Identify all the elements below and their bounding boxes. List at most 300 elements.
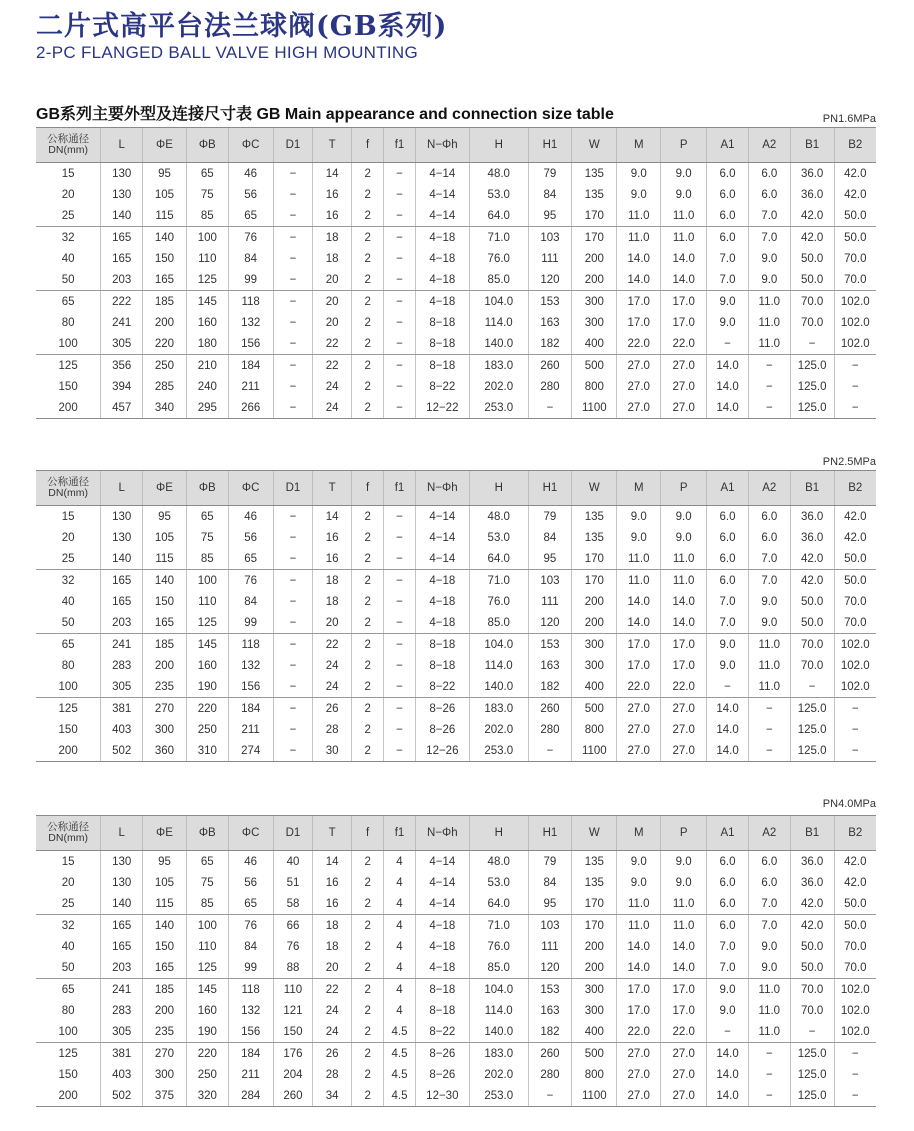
table-cell: 202.0: [470, 1064, 529, 1085]
table-cell: 36.0: [790, 184, 834, 205]
table-cell: 150: [273, 1021, 313, 1043]
table-cell: 6.0: [707, 163, 749, 185]
table-cell: 2: [351, 333, 383, 355]
table-cell: 2: [351, 719, 383, 740]
table-cell: 27.0: [661, 397, 707, 419]
column-header: ΦC: [228, 471, 273, 506]
table-cell: 85: [186, 205, 228, 227]
table-cell: 2: [351, 205, 383, 227]
table-cell: −: [790, 1021, 834, 1043]
column-header: D1: [273, 816, 313, 851]
table-cell: 70.0: [790, 634, 834, 656]
column-header: 公称通径 DN(mm): [36, 128, 101, 163]
table-cell: 7.0: [748, 227, 790, 249]
table-cell: 8−26: [415, 1064, 469, 1085]
table-cell: 28: [313, 719, 352, 740]
table-cell: 170: [572, 205, 617, 227]
table-cell: 220: [186, 698, 228, 720]
table-cell: 22: [313, 979, 352, 1001]
table-cell: 28: [313, 1064, 352, 1085]
table-row: [36, 269, 876, 291]
table-cell: 11.0: [748, 1021, 790, 1043]
table-cell: 14.0: [661, 591, 707, 612]
table-cell: −: [748, 698, 790, 720]
table-cell: 2: [351, 1064, 383, 1085]
table-cell: 102.0: [834, 1021, 876, 1043]
table-cell: 120: [528, 612, 572, 634]
table-cell: 9.0: [748, 591, 790, 612]
table-cell: 20: [61, 876, 75, 889]
table-cell: 11.0: [617, 205, 661, 227]
table-cell: 285: [143, 376, 187, 397]
table-cell: 200: [572, 936, 617, 957]
table-cell: 295: [186, 397, 228, 419]
column-header: ΦE: [143, 128, 187, 163]
table-cell: 20: [313, 291, 352, 313]
table-cell: 65: [186, 851, 228, 873]
table-cell: 99: [228, 957, 273, 979]
table-cell: 100: [36, 333, 101, 355]
table-cell: 4.5: [384, 1043, 415, 1065]
table-row: [36, 527, 876, 548]
table-cell: 135: [572, 872, 617, 893]
table-row: [36, 184, 876, 205]
table-cell: 14.0: [707, 719, 749, 740]
table-cell: 284: [228, 1085, 273, 1107]
table-cell: 42.0: [790, 205, 834, 227]
table-cell: −: [384, 719, 415, 740]
table-cell: 153: [528, 634, 572, 656]
table-cell: 17.0: [661, 1000, 707, 1021]
table-cell: 48.0: [470, 851, 529, 873]
table-cell: 7.0: [748, 570, 790, 592]
table-cell: 120: [528, 269, 572, 291]
table-cell: 183.0: [470, 698, 529, 720]
table-cell: 102.0: [834, 634, 876, 656]
table-cell: 56: [228, 872, 273, 893]
header-row: [36, 128, 876, 163]
column-header: D1: [273, 128, 313, 163]
table-cell: 36.0: [790, 506, 834, 528]
table-cell: 22: [313, 355, 352, 377]
table-cell: 266: [228, 397, 273, 419]
table-cell: 22.0: [617, 676, 661, 698]
table-cell: 95: [143, 163, 187, 185]
table-cell: 65: [186, 163, 228, 185]
table-cell: −: [707, 1021, 749, 1043]
table-cell: 375: [143, 1085, 187, 1107]
table-cell: 18: [313, 570, 352, 592]
table-cell: 2: [351, 248, 383, 269]
table-cell: 17.0: [617, 979, 661, 1001]
table-cell: 26: [313, 1043, 352, 1065]
table-cell: 27.0: [617, 1064, 661, 1085]
table-cell: 65: [228, 548, 273, 570]
table-cell: −: [748, 376, 790, 397]
table-cell: 105: [143, 527, 187, 548]
table-cell: −: [273, 612, 313, 634]
table-cell: 17.0: [617, 291, 661, 313]
table-cell: 9.0: [748, 612, 790, 634]
table-cell: 11.0: [661, 893, 707, 915]
table-cell: 182: [528, 1021, 572, 1043]
table-cell: 184: [228, 698, 273, 720]
table-cell: 84: [528, 527, 572, 548]
table-cell: 9.0: [617, 184, 661, 205]
table-cell: 11.0: [748, 291, 790, 313]
table-cell: 4: [384, 957, 415, 979]
table-cell: 2: [351, 269, 383, 291]
column-header: 公称通径 DN(mm): [36, 471, 101, 506]
table-cell: 95: [528, 548, 572, 570]
table-cell: 32: [61, 231, 75, 244]
table-cell: 7.0: [707, 936, 749, 957]
table-cell: 14.0: [661, 269, 707, 291]
section-title: GB系列主要外型及连接尺寸表 GB Main appearance and connection size table: [36, 106, 614, 123]
table-cell: 2: [351, 291, 383, 313]
table-cell: 340: [143, 397, 187, 419]
table-cell: 8−18: [415, 312, 469, 333]
table-cell: 165: [101, 570, 143, 592]
table-cell: −: [834, 1043, 876, 1065]
table-cell: 140: [101, 205, 143, 227]
table-cell: 182: [528, 333, 572, 355]
column-header: D1: [273, 471, 313, 506]
table-cell: 14: [313, 163, 352, 185]
table-cell: 202.0: [470, 719, 529, 740]
table-cell: −: [384, 355, 415, 377]
table-cell: 22: [313, 333, 352, 355]
table-cell: 381: [101, 698, 143, 720]
table-cell: 2: [351, 872, 383, 893]
table-cell: 40: [273, 851, 313, 873]
table-cell: 394: [101, 376, 143, 397]
table-cell: 79: [528, 506, 572, 528]
page-subtitle: 2-PC FLANGED BALL VALVE HIGH MOUNTING: [36, 43, 419, 62]
table-cell: 79: [528, 851, 572, 873]
table-cell: 183.0: [470, 355, 529, 377]
table-cell: 220: [143, 333, 187, 355]
table-cell: 11.0: [661, 205, 707, 227]
table-cell: 502: [101, 1085, 143, 1107]
table-cell: 8−22: [415, 376, 469, 397]
table-cell: 125: [58, 359, 78, 372]
table-cell: 300: [143, 719, 187, 740]
table-cell: 99: [228, 612, 273, 634]
table-cell: −: [273, 312, 313, 333]
table-cell: 110: [186, 248, 228, 269]
table-cell: 400: [572, 333, 617, 355]
table-cell: 240: [186, 376, 228, 397]
table-cell: 4−18: [415, 936, 469, 957]
table-cell: 165: [101, 936, 143, 957]
table-cell: 241: [101, 312, 143, 333]
table-cell: 4: [384, 893, 415, 915]
table-cell: 9.0: [707, 312, 749, 333]
column-header: N−Φh: [415, 816, 469, 851]
table-cell: 7.0: [707, 957, 749, 979]
column-header: ΦB: [186, 471, 228, 506]
table-cell: 65: [61, 983, 75, 996]
table-cell: 4−14: [415, 527, 469, 548]
table-cell: −: [384, 527, 415, 548]
table-cell: 150: [143, 936, 187, 957]
table-cell: 22.0: [617, 333, 661, 355]
table-cell: 165: [143, 269, 187, 291]
table-cell: 160: [186, 1000, 228, 1021]
table-cell: 2: [351, 527, 383, 548]
table-row: [36, 676, 876, 698]
table-cell: 4−18: [415, 915, 469, 937]
table-cell: 2: [351, 1043, 383, 1065]
table-cell: 14.0: [617, 936, 661, 957]
table-cell: 9.0: [617, 872, 661, 893]
column-header: f: [351, 816, 383, 851]
column-header: A2: [748, 471, 790, 506]
table-cell: 11.0: [617, 548, 661, 570]
table-cell: 211: [228, 1064, 273, 1085]
table-cell: 14.0: [707, 1085, 749, 1107]
column-header: L: [101, 816, 143, 851]
table-cell: 18: [313, 915, 352, 937]
table-row: [36, 1043, 876, 1065]
table-cell: 16: [313, 527, 352, 548]
table-cell: 253.0: [470, 1085, 529, 1107]
table-cell: −: [790, 333, 834, 355]
table-cell: 50.0: [790, 936, 834, 957]
table-cell: 14.0: [707, 740, 749, 762]
table-cell: 42.0: [834, 527, 876, 548]
table-cell: 71.0: [470, 915, 529, 937]
table-cell: 27.0: [617, 355, 661, 377]
table-cell: 145: [186, 979, 228, 1001]
table-cell: 165: [101, 915, 143, 937]
table-cell: 114.0: [470, 1000, 529, 1021]
table-cell: 1100: [572, 397, 617, 419]
table-cell: −: [384, 312, 415, 333]
table-cell: 18: [313, 248, 352, 269]
header-row: [36, 816, 876, 851]
table-cell: −: [834, 1085, 876, 1107]
table-cell: 50.0: [834, 548, 876, 570]
table-cell: −: [273, 698, 313, 720]
column-header: H1: [528, 471, 572, 506]
table-cell: 11.0: [617, 570, 661, 592]
table-cell: 156: [228, 676, 273, 698]
column-header: A1: [707, 128, 749, 163]
table-cell: 165: [143, 957, 187, 979]
table-cell: 27.0: [661, 1043, 707, 1065]
column-header: W: [572, 128, 617, 163]
table-cell: 200: [572, 269, 617, 291]
table-cell: −: [384, 740, 415, 762]
table-cell: 6.0: [707, 548, 749, 570]
table-cell: 2: [351, 676, 383, 698]
table-cell: 125.0: [790, 1085, 834, 1107]
table-cell: 6.0: [748, 851, 790, 873]
column-header: T: [313, 816, 352, 851]
table-cell: 9.0: [661, 851, 707, 873]
table-cell: 165: [101, 248, 143, 269]
table-cell: 111: [528, 936, 572, 957]
table-cell: 105: [143, 184, 187, 205]
column-header: T: [313, 128, 352, 163]
table-cell: 27.0: [617, 397, 661, 419]
table-cell: 100: [186, 227, 228, 249]
table-row: [36, 1085, 876, 1107]
table-cell: 200: [36, 740, 101, 762]
table-cell: 25: [36, 893, 101, 915]
table-cell: −: [384, 205, 415, 227]
table-cell: 305: [101, 1021, 143, 1043]
table-row: [36, 397, 876, 419]
table-cell: 200: [36, 1085, 101, 1107]
table-cell: 135: [572, 527, 617, 548]
table-cell: −: [748, 1064, 790, 1085]
table-cell: 27.0: [661, 1085, 707, 1107]
table-cell: 51: [273, 872, 313, 893]
table-cell: 42.0: [790, 570, 834, 592]
table-cell: 11.0: [748, 634, 790, 656]
table-cell: 183.0: [470, 1043, 529, 1065]
table-cell: 115: [143, 548, 187, 570]
table-cell: 200: [572, 612, 617, 634]
table-cell: 50: [36, 612, 101, 634]
table-cell: 11.0: [748, 1000, 790, 1021]
table-cell: 170: [572, 915, 617, 937]
table-cell: 165: [101, 591, 143, 612]
table-cell: −: [273, 248, 313, 269]
table-cell: 204: [273, 1064, 313, 1085]
table-cell: 500: [572, 355, 617, 377]
table-cell: 9.0: [707, 979, 749, 1001]
table-row: [36, 312, 876, 333]
table-cell: 235: [143, 1021, 187, 1043]
table-cell: 283: [101, 1000, 143, 1021]
table-cell: 170: [572, 893, 617, 915]
table-cell: 32: [61, 919, 75, 932]
table-cell: 2: [351, 591, 383, 612]
table-cell: 84: [228, 591, 273, 612]
table-cell: 2: [351, 740, 383, 762]
table-cell: 260: [528, 1043, 572, 1065]
table-cell: 8−26: [415, 1043, 469, 1065]
table-cell: 305: [101, 676, 143, 698]
table-cell: 20: [313, 612, 352, 634]
table-cell: 6.0: [748, 184, 790, 205]
table-cell: 160: [186, 312, 228, 333]
table-cell: 140: [143, 915, 187, 937]
table-row: [36, 957, 876, 979]
table-cell: 88: [273, 957, 313, 979]
table-cell: 27.0: [661, 719, 707, 740]
table-cell: 9.0: [617, 527, 661, 548]
column-header: f1: [384, 471, 415, 506]
table-cell: 20: [61, 531, 75, 544]
table-cell: 200: [143, 312, 187, 333]
table-cell: 125.0: [790, 719, 834, 740]
table-cell: 11.0: [661, 227, 707, 249]
table-cell: 125.0: [790, 397, 834, 419]
table-cell: 4−14: [415, 893, 469, 915]
table-cell: 100: [36, 1021, 101, 1043]
table-cell: 9.0: [707, 291, 749, 313]
table-cell: 800: [572, 376, 617, 397]
table-cell: 300: [572, 1000, 617, 1021]
table-row: [36, 634, 876, 656]
table-cell: −: [790, 676, 834, 698]
table-cell: 2: [351, 506, 383, 528]
table-row: [36, 740, 876, 762]
table-cell: 27.0: [617, 698, 661, 720]
table-cell: 115: [143, 205, 187, 227]
table-cell: 70.0: [834, 248, 876, 269]
table-cell: 56: [228, 527, 273, 548]
table-cell: 12−30: [415, 1085, 469, 1107]
table-cell: 27.0: [661, 376, 707, 397]
table-cell: 8−26: [415, 719, 469, 740]
table-cell: −: [273, 397, 313, 419]
table-cell: 7.0: [707, 248, 749, 269]
table-cell: 70.0: [790, 1000, 834, 1021]
table-cell: −: [834, 740, 876, 762]
table-cell: −: [384, 269, 415, 291]
table-cell: 22: [313, 634, 352, 656]
table-cell: 84: [228, 248, 273, 269]
column-header: B2: [834, 471, 876, 506]
table-cell: 14.0: [707, 376, 749, 397]
table-cell: 6.0: [748, 872, 790, 893]
table-cell: −: [273, 591, 313, 612]
table-cell: −: [384, 333, 415, 355]
table-cell: 211: [228, 719, 273, 740]
table-cell: −: [273, 548, 313, 570]
table-cell: 71.0: [470, 570, 529, 592]
table-cell: 46: [228, 851, 273, 873]
table-cell: 9.0: [748, 248, 790, 269]
table-cell: 6.0: [707, 506, 749, 528]
table-cell: 140.0: [470, 676, 529, 698]
table-cell: 100: [36, 676, 101, 698]
table-cell: 2: [351, 957, 383, 979]
column-header: M: [617, 471, 661, 506]
table-cell: 6.0: [707, 227, 749, 249]
table-cell: 50: [36, 269, 101, 291]
table-cell: 220: [186, 1043, 228, 1065]
table-cell: −: [748, 719, 790, 740]
table-cell: 42.0: [834, 163, 876, 185]
table-cell: 100: [186, 570, 228, 592]
table-cell: 75: [186, 527, 228, 548]
table-cell: 118: [228, 291, 273, 313]
table-cell: 300: [572, 655, 617, 676]
table-cell: 500: [572, 1043, 617, 1065]
table-cell: 130: [101, 851, 143, 873]
table-cell: 2: [351, 312, 383, 333]
table-cell: 2: [351, 1021, 383, 1043]
table-cell: 4−14: [415, 163, 469, 185]
table-cell: 102.0: [834, 312, 876, 333]
table-cell: 53.0: [470, 527, 529, 548]
table-cell: 65: [186, 506, 228, 528]
table-cell: 203: [101, 612, 143, 634]
table-cell: 2: [351, 634, 383, 656]
table-cell: 8−18: [415, 1000, 469, 1021]
table-cell: 800: [572, 1064, 617, 1085]
table-cell: 102.0: [834, 979, 876, 1001]
table-cell: −: [834, 719, 876, 740]
table-cell: 95: [528, 205, 572, 227]
